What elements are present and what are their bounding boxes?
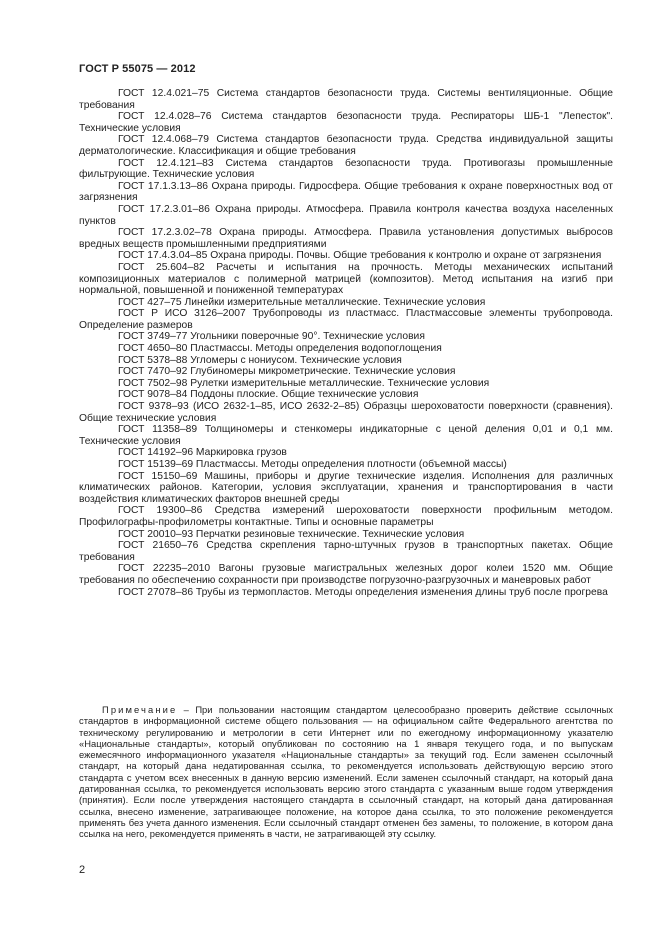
reference-item: ГОСТ 25.604–82 Расчеты и испытания на прочность. Методы механических испытаний композиционных материалов с полимерной матрицей (композитов). Метод испытания на изгиб при нормальной, повышенной и пониженной температурах — [79, 261, 613, 297]
reference-item: ГОСТ 17.2.3.02–78 Охрана природы. Атмосфера. Правила установления допустимых выбросов вредных веществ промышленными предприятиями — [79, 227, 613, 250]
reference-item: ГОСТ 12.4.121–83 Система стандартов безопасности труда. Противогазы промышленные фильтрующие. Технические условия — [79, 157, 613, 181]
reference-item: ГОСТ 3749–77 Угольники поверочные 90°. Технические условия — [118, 331, 425, 343]
reference-item: ГОСТ 21650–76 Средства скрепления тарно-штучных грузов в транспортных пакетах. Общие требования — [79, 540, 613, 563]
normative-references-list — [79, 88, 613, 598]
reference-item: ГОСТ 17.2.3.01–86 Охрана природы. Атмосфера. Правила контроля качества воздуха населенных пунктов — [79, 203, 613, 227]
reference-item: ГОСТ 14192–96 Маркировка грузов — [118, 447, 287, 459]
reference-item: ГОСТ 12.4.028–76 Система стандартов безопасности труда. Респираторы ШБ-1 "Лепесток". Технические условия — [79, 111, 613, 134]
reference-item: ГОСТ 17.4.3.04–85 Охрана природы. Почвы. Общие требования к контролю и охране от загрязнения — [118, 250, 602, 262]
reference-item: ГОСТ 7470–92 Глубиномеры микрометрические. Технические условия — [118, 366, 456, 378]
reference-item: ГОСТ 5378–88 Угломеры с нониусом. Технические условия — [118, 354, 402, 366]
note-paragraph — [79, 704, 613, 840]
reference-item: ГОСТ 11358–89 Толщиномеры и стенкомеры индикаторные с ценой деления 0,01 и 0,1 мм. Технические условия — [79, 424, 613, 447]
reference-item: ГОСТ 15139–69 Пластмассы. Методы определения плотности (объемной массы) — [118, 459, 507, 470]
note-label: Примечание — [102, 704, 178, 715]
reference-item: ГОСТ 9378–93 (ИСО 2632-1–85, ИСО 2632-2–85) Образцы шероховатости поверхности (сравнения). Общие технические условия — [79, 401, 613, 424]
reference-item: ГОСТ 15150–69 Машины, приборы и другие технические изделия. Исполнения для различных климатических районов. Категории, условия эксплуатации, хранения и транспортирования в части воздействия климатических факторов внешней среды — [79, 470, 613, 505]
reference-item: ГОСТ 27078–86 Трубы из термопластов. Методы определения изменения длины труб после прогрева — [118, 586, 608, 598]
reference-item: ГОСТ 17.1.3.13–86 Охрана природы. Гидросфера. Общие требования к охране поверхностных вод от загрязнения — [79, 180, 613, 204]
reference-item: ГОСТ 20010–93 Перчатки резиновые технические. Технические условия — [118, 528, 465, 540]
note-text: – При пользовании настоящим стандартом целесообразно проверить действие ссылочных стандартов в информационной системе общего пользования — на официальном сайте Федерального агентства по техническому регулированию и метрологии в сети Интернет или по ежегодному информационному указателю «Национальные стандарты», который опубликован по состоянию на 1 января текущего года, и по выпускам ежемесячного информационного указателя «Национальные стандарты» за текущий год. Если заменен ссылочный стандарт, на который дана недатированная ссылка, то рекомендуется использовать действующую версию этого стандарта с учетом всех внесенных в данную версию изменений. Если заменен ссылочный стандарт, на который дана датированная ссылка, то рекомендуется использовать версию этого стандарта с указанным выше годом утверждения (принятия). Если после утверждения настоящего стандарта в ссылочный стандарт, на который дана датированная ссылка, внесено изменение, затрагивающее положение, на которое дана ссылка, то это положение рекомендуется применять без учета данного изменения. Если ссылочный стандарт отменен без замены, то положение, в котором дана ссылка на него, рекомендуется применять в части, не затрагивающей эту ссылку. — [79, 704, 613, 840]
page-number: 2 — [79, 864, 86, 876]
reference-item: ГОСТ 12.4.021–75 Система стандартов безопасности труда. Системы вентиляционные. Общие требования — [79, 88, 613, 111]
reference-item: ГОСТ 12.4.068–79 Система стандартов безопасности труда. Средства индивидуальной защиты дерматологические. Классификация и общие требования — [79, 134, 613, 157]
reference-item: ГОСТ 22235–2010 Вагоны грузовые магистральных железных дорог колеи 1520 мм. Общие требования по обеспечению сохранности при производстве погрузочно-разгрузочных и маневровых работ — [79, 563, 613, 586]
document-header: ГОСТ Р 55075 — 2012 — [79, 63, 196, 75]
reference-item: ГОСТ 427–75 Линейки измерительные металлические. Технические условия — [118, 296, 486, 308]
reference-item: ГОСТ 4650–80 Пластмассы. Методы определения водопоглощения — [118, 343, 442, 355]
reference-item: ГОСТ 19300–86 Средства измерений шероховатости поверхности профильным методом. Профилографы-профилометры контактные. Типы и основные параметры — [79, 505, 613, 528]
reference-item: ГОСТ Р ИСО 3126–2007 Трубопроводы из пластмасс. Пластмассовые элементы трубопровода. Определение размеров — [79, 308, 613, 331]
reference-item: ГОСТ 9078–84 Поддоны плоские. Общие технические условия — [118, 389, 419, 401]
reference-item: ГОСТ 7502–98 Рулетки измерительные металлические. Технические условия — [118, 377, 490, 389]
